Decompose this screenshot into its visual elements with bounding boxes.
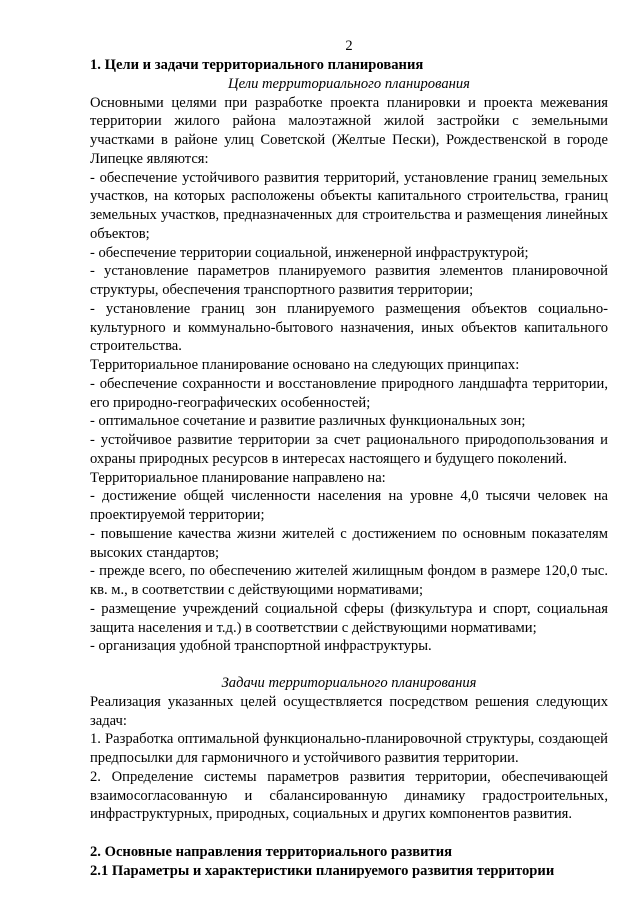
goal-item: - обеспечение территории социальной, инженерной инфраструктурой; [90, 244, 529, 261]
goal-item: - обеспечение устойчивого развития территорий, установление границ земельных участков, на которых расположены объекты капитального строительства, границ земельных участков, предназначенных для строительства и размещения линейных объектов; [90, 169, 608, 242]
page-number: 2 [345, 38, 353, 54]
directions-intro: Территориальное планирование направлено на: [90, 469, 386, 486]
task-item: 2. Определение системы параметров развития территории, обеспечивающей взаимосогласованную и сбалансированную динамику градостроительных, инфраструктурных, природных, социальных и других компонентов развития. [90, 768, 608, 823]
section-2-1-heading: 2.1 Параметры и характеристики планируемого развития территории [90, 862, 555, 879]
goal-item: - установление параметров планируемого развития элементов планировочной структуры, обеспечения транспортного развития территории; [90, 263, 608, 298]
principle-item: - устойчивое развитие территории за счет рационального природопользования и охраны природных ресурсов в интересах настоящего и будущего поколений. [90, 432, 608, 467]
principles-intro: Территориальное планирование основано на следующих принципах: [90, 357, 520, 373]
direction-item: - размещение учреждений социальной сферы (физкультура и спорт, социальная защита населения и т.д.) в соответствии с действующими нормативами; [90, 600, 608, 636]
direction-item: - достижение общей численности населения на уровне 4,0 тысячи человек на проектируемой территории; [90, 488, 608, 523]
goal-item: - установление границ зон планируемого размещения объектов социально-культурного и коммунально-бытового назначения, иных объектов капитального строительства. [90, 300, 608, 355]
spacer [90, 824, 608, 843]
direction-item: - организация удобной транспортной инфраструктуры. [90, 638, 432, 655]
subheading-goals: Цели территориального планирования [228, 75, 470, 92]
task-item: 1. Разработка оптимальной функционально-планировочной структуры, создающей предпосылки для гармоничного и устойчивого развития территории. [90, 731, 608, 766]
paragraph-intro: Основными целями при разработке проекта планировки и проекта межевания территории жилого района малоэтажной жилой застройки с земельными участками в районе улиц Советской (Желтые Пески), Рождественской в городе Липецке являются: [90, 94, 608, 167]
direction-item: - прежде всего, по обеспечению жителей жилищным фондом в размере 120,0 тыс. кв. м., в соответствии с действующими нормативами; [90, 563, 608, 598]
principle-item: - оптимальное сочетание и развитие различных функциональных зон; [90, 413, 526, 430]
section-1-heading: 1. Цели и задачи территориального планирования [90, 57, 424, 73]
section-2-heading: 2. Основные направления территориального развития [90, 844, 452, 860]
document-page [90, 36, 608, 881]
subheading-tasks: Задачи территориального планирования [221, 675, 477, 691]
principle-item: - обеспечение сохранности и восстановление природного ландшафта территории, его природно-географических особенностей; [90, 375, 608, 411]
spacer [90, 656, 608, 674]
tasks-intro: Реализация указанных целей осуществляется посредством решения следующих задач: [90, 693, 608, 729]
direction-item: - повышение качества жизни жителей с достижением по основным показателям высоких стандартов; [90, 525, 608, 561]
